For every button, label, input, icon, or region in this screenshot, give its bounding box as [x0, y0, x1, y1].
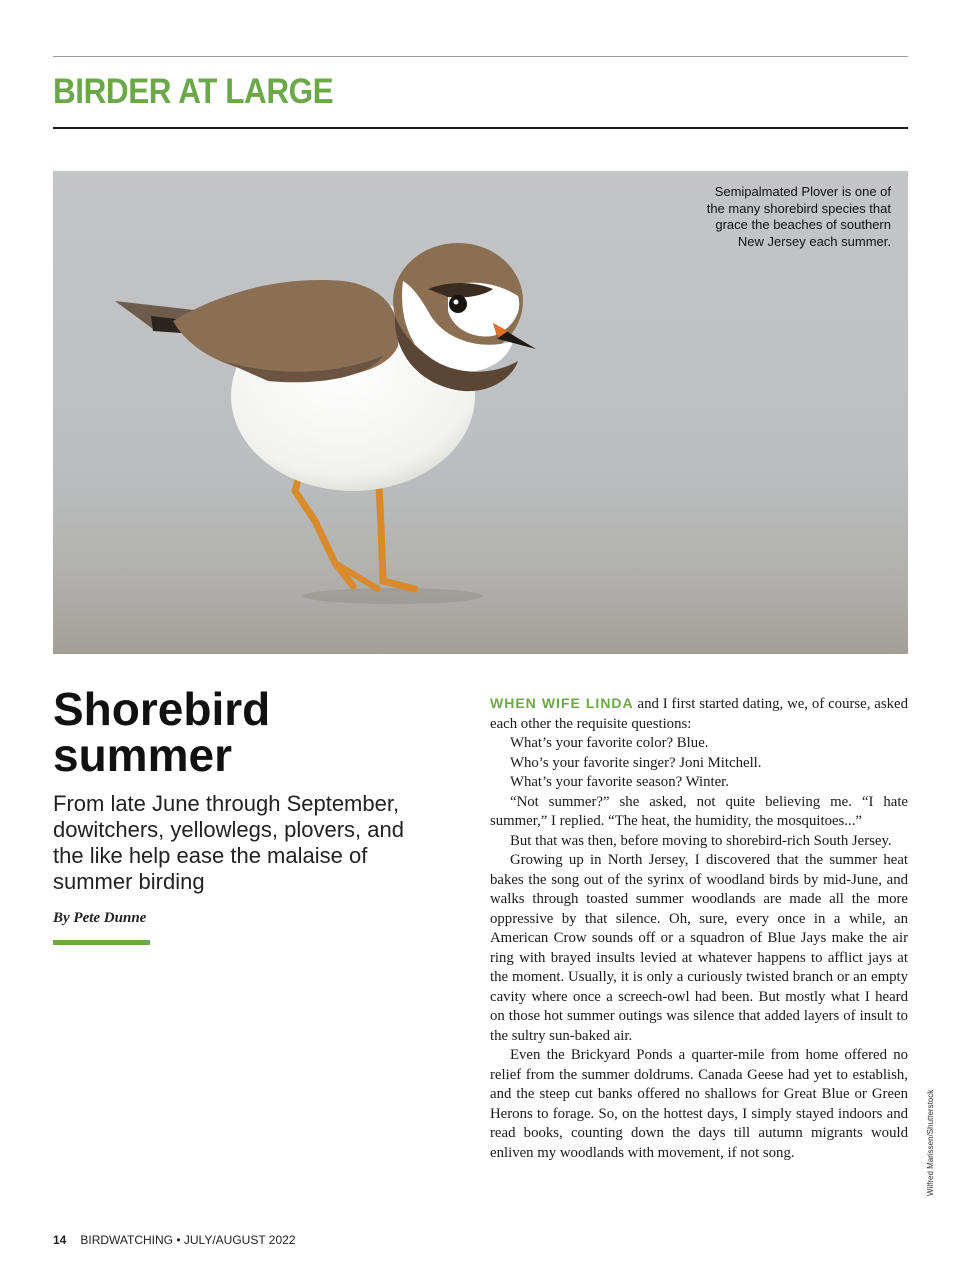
body-paragraph: But that was then, before moving to shorebird-rich South Jersey.	[510, 832, 892, 849]
photo-caption: Semipalmated Plover is one of the many shorebird species that grace the beaches of southern New Jersey each summer.	[706, 184, 891, 249]
body-paragraph: What’s your favorite color? Blue.	[510, 735, 709, 751]
photo-credit: Wilfred Marissen/Shutterstock	[926, 1089, 935, 1196]
article-headline: Shorebird summer	[53, 683, 271, 781]
body-paragraph: Who’s your favorite singer? Joni Mitchell.	[510, 754, 762, 771]
title-rule	[53, 127, 908, 129]
lead-in: WHEN WIFE LINDA	[490, 695, 634, 711]
article-dek: From late June through September, dowitchers, yellowlegs, plovers, and the like help ease the malaise of summer birding	[53, 791, 404, 894]
article-byline: By Pete Dunne	[53, 910, 147, 926]
publication-info: BIRDWATCHING • JULY/AUGUST 2022	[80, 1233, 296, 1247]
hero-photo	[53, 171, 908, 654]
article-body	[490, 694, 908, 1163]
body-paragraph: What’s your favorite season? Winter.	[510, 774, 729, 790]
body-paragraph: WHEN WIFE LINDA and I first started dating, we, of course, asked each other the requisite questions:	[490, 695, 908, 732]
page-number: 14	[53, 1233, 67, 1247]
top-rule	[53, 56, 908, 57]
body-paragraph: Even the Brickyard Ponds a quarter-mile from home offered no relief from the summer doldrums. Canada Geese had yet to establish, and the steep cut banks offered no shallows for Great Blue or Green Herons to forage. So, on the hottest days, I simply stayed indoors and read books, counting down the days till autumn migrants would enliven my woodlands with movement, if not song.	[490, 1047, 908, 1161]
body-paragraph: Growing up in North Jersey, I discovered that the summer heat bakes the song out of the syrinx of woodland birds by mid-June, and walks through toasted summer woodlands are made all the more oppressive by that silence. Oh, sure, every once in a while, an American Crow sounds off or a squadron of Blue Jays make the air ring with brayed insults levied at whatever happens to afflict jays at the moment. Usually, it is only a curiously twisted branch or an empty cavity where once a screech-owl had been. But mostly what I heard on those hot summer outings was silence that added layers of insult to the sultry sun-baked air.	[490, 852, 908, 1044]
page-footer	[53, 1233, 296, 1247]
body-paragraph: “Not summer?” she asked, not quite believing me. “I hate summer,” I replied. “The heat, the humidity, the mosquitoes...”	[490, 793, 908, 829]
section-title: BIRDER AT LARGE	[53, 72, 334, 111]
byline-accent-rule	[53, 940, 150, 945]
